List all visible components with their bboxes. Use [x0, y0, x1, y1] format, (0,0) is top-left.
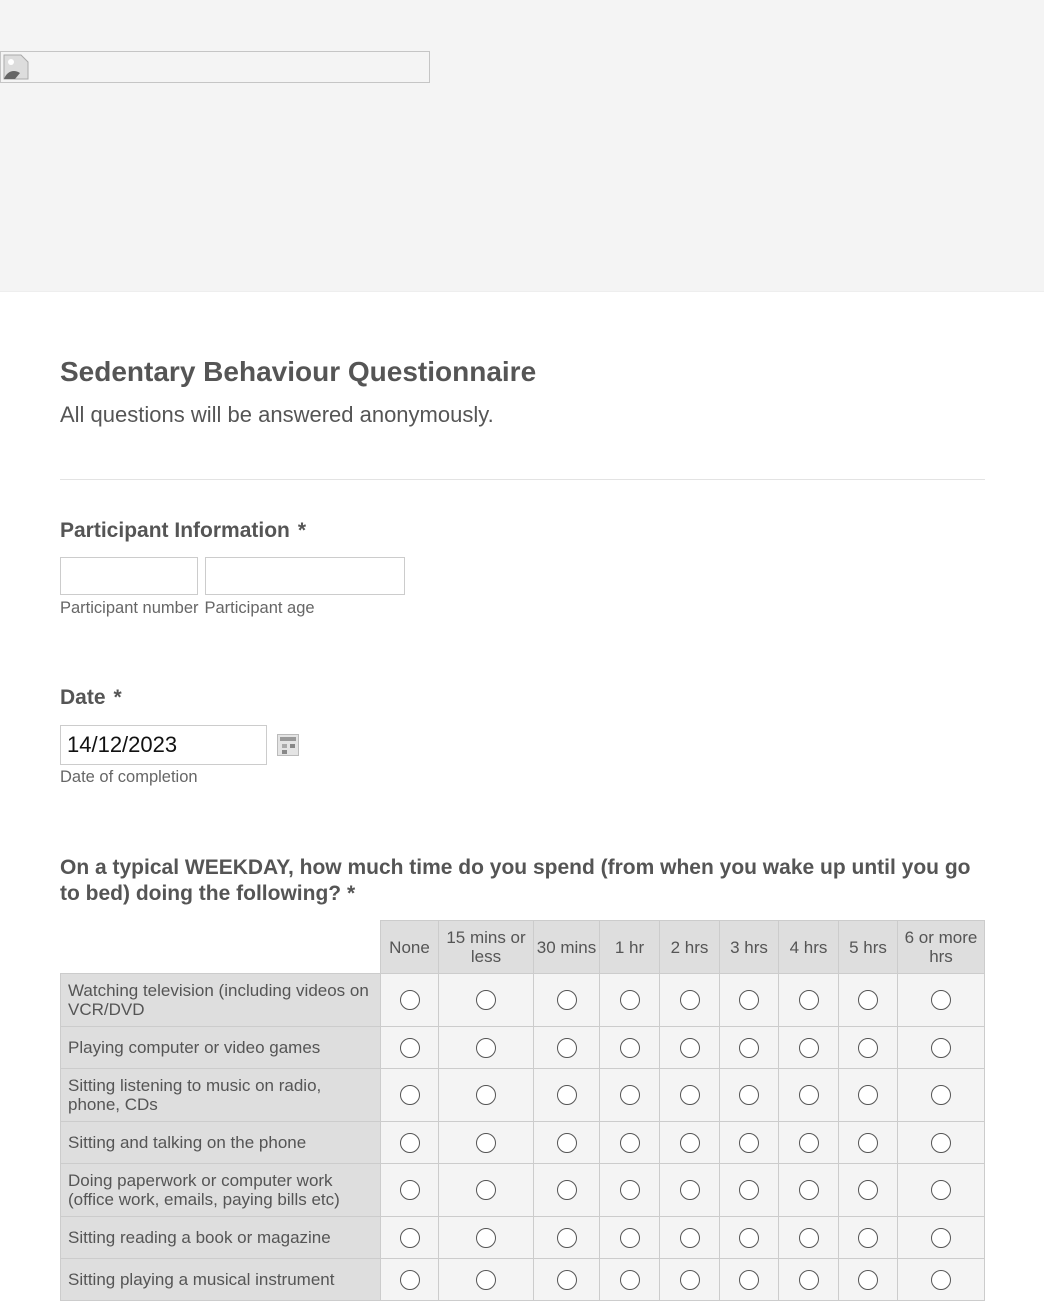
radio-button[interactable] — [557, 990, 577, 1010]
radio-button[interactable] — [739, 1270, 759, 1290]
broken-logo-image — [0, 51, 430, 83]
radio-button[interactable] — [557, 1133, 577, 1153]
radio-cell — [839, 1027, 898, 1069]
radio-cell — [720, 1122, 779, 1164]
radio-button[interactable] — [400, 1133, 420, 1153]
radio-button[interactable] — [858, 1133, 878, 1153]
radio-button[interactable] — [557, 1228, 577, 1248]
radio-cell — [600, 1122, 660, 1164]
radio-cell — [600, 1027, 660, 1069]
radio-cell — [839, 1164, 898, 1217]
radio-cell — [898, 1259, 985, 1301]
calendar-icon[interactable] — [277, 734, 299, 756]
table-row — [61, 974, 985, 1027]
participant-number-sublabel: Participant number — [60, 599, 199, 617]
radio-button[interactable] — [620, 1228, 640, 1248]
column-header: 5 hrs — [839, 921, 898, 974]
table-row — [61, 1027, 985, 1069]
date-input[interactable] — [60, 725, 267, 765]
radio-cell — [439, 1069, 534, 1122]
radio-button[interactable] — [620, 990, 640, 1010]
radio-cell — [839, 974, 898, 1027]
row-label: Watching television (including videos on VCR/DVD — [61, 974, 381, 1027]
column-header: 4 hrs — [779, 921, 839, 974]
radio-cell — [381, 1217, 439, 1259]
matrix-question: On a typical WEEKDAY, how much time do you spend (from when you wake up until you go to bed) doing the following? — [60, 856, 971, 905]
radio-cell — [839, 1259, 898, 1301]
radio-cell — [381, 1259, 439, 1301]
radio-button[interactable] — [739, 1180, 759, 1200]
table-row — [61, 1069, 985, 1122]
radio-button[interactable] — [931, 1228, 951, 1248]
radio-button[interactable] — [557, 1270, 577, 1290]
radio-cell — [534, 1069, 600, 1122]
radio-cell — [660, 1259, 720, 1301]
radio-button[interactable] — [799, 1038, 819, 1058]
radio-cell — [779, 1069, 839, 1122]
radio-cell — [839, 1122, 898, 1164]
radio-cell — [839, 1069, 898, 1122]
radio-button[interactable] — [476, 990, 496, 1010]
radio-cell — [720, 1217, 779, 1259]
radio-cell — [439, 974, 534, 1027]
header-banner — [0, 0, 1044, 292]
radio-cell — [381, 1164, 439, 1217]
radio-button[interactable] — [931, 1270, 951, 1290]
radio-button[interactable] — [557, 1180, 577, 1200]
radio-button[interactable] — [680, 1228, 700, 1248]
column-header: 6 or more hrs — [898, 921, 985, 974]
radio-button[interactable] — [400, 1085, 420, 1105]
radio-button[interactable] — [858, 1180, 878, 1200]
radio-cell — [381, 1122, 439, 1164]
radio-cell — [660, 1122, 720, 1164]
column-header: 2 hrs — [660, 921, 720, 974]
radio-button[interactable] — [680, 1038, 700, 1058]
radio-button[interactable] — [858, 1038, 878, 1058]
radio-button[interactable] — [931, 1133, 951, 1153]
radio-button[interactable] — [680, 1085, 700, 1105]
radio-cell — [898, 974, 985, 1027]
radio-button[interactable] — [620, 1133, 640, 1153]
date-label: Date — [60, 686, 106, 709]
radio-cell — [534, 1259, 600, 1301]
radio-button[interactable] — [799, 990, 819, 1010]
radio-cell — [660, 1217, 720, 1259]
required-marker: * — [346, 882, 356, 905]
radio-cell — [839, 1217, 898, 1259]
radio-button[interactable] — [620, 1085, 640, 1105]
radio-button[interactable] — [400, 990, 420, 1010]
radio-cell — [779, 1217, 839, 1259]
row-label: Sitting playing a musical instrument — [61, 1259, 381, 1301]
table-row — [61, 1122, 985, 1164]
table-row — [61, 1217, 985, 1259]
broken-image-icon — [3, 54, 29, 80]
radio-cell — [720, 1027, 779, 1069]
column-header: None — [381, 921, 439, 974]
radio-cell — [779, 1027, 839, 1069]
radio-cell — [439, 1217, 534, 1259]
radio-cell — [898, 1027, 985, 1069]
table-row — [61, 1164, 985, 1217]
radio-cell — [381, 1027, 439, 1069]
radio-cell — [720, 1259, 779, 1301]
radio-button[interactable] — [739, 1133, 759, 1153]
participant-age-sublabel: Participant age — [204, 599, 315, 617]
participant-age-input[interactable] — [205, 557, 405, 595]
radio-button[interactable] — [858, 1228, 878, 1248]
participant-label: Participant Information — [60, 519, 290, 542]
radio-cell — [660, 1164, 720, 1217]
radio-button[interactable] — [620, 1180, 640, 1200]
radio-button[interactable] — [476, 1270, 496, 1290]
radio-button[interactable] — [620, 1038, 640, 1058]
radio-button[interactable] — [680, 1133, 700, 1153]
radio-button[interactable] — [476, 1038, 496, 1058]
radio-cell — [779, 1122, 839, 1164]
radio-button[interactable] — [931, 1038, 951, 1058]
radio-cell — [779, 1164, 839, 1217]
radio-button[interactable] — [476, 1228, 496, 1248]
radio-cell — [600, 1259, 660, 1301]
radio-button[interactable] — [557, 1085, 577, 1105]
radio-cell — [779, 1259, 839, 1301]
date-sublabel: Date of completion — [60, 768, 198, 786]
radio-button[interactable] — [476, 1133, 496, 1153]
radio-cell — [600, 974, 660, 1027]
column-header: 30 mins — [534, 921, 600, 974]
radio-cell — [898, 1164, 985, 1217]
row-label: Doing paperwork or computer work (office work, emails, paying bills etc) — [61, 1164, 381, 1217]
radio-button[interactable] — [680, 1270, 700, 1290]
radio-button[interactable] — [858, 1270, 878, 1290]
radio-cell — [534, 1164, 600, 1217]
radio-cell — [439, 1122, 534, 1164]
radio-cell — [381, 1069, 439, 1122]
radio-cell — [898, 1069, 985, 1122]
radio-cell — [660, 1069, 720, 1122]
column-header: 15 mins or less — [439, 921, 534, 974]
radio-button[interactable] — [931, 1085, 951, 1105]
required-marker: * — [297, 519, 307, 542]
radio-cell — [720, 974, 779, 1027]
radio-cell — [600, 1217, 660, 1259]
radio-cell — [660, 1027, 720, 1069]
blank-header — [61, 921, 381, 974]
radio-button[interactable] — [680, 1180, 700, 1200]
radio-button[interactable] — [739, 990, 759, 1010]
radio-button[interactable] — [476, 1085, 496, 1105]
radio-button[interactable] — [739, 1038, 759, 1058]
participant-number-input[interactable] — [60, 557, 198, 595]
row-label: Sitting and talking on the phone — [61, 1122, 381, 1164]
row-label: Playing computer or video games — [61, 1027, 381, 1069]
page-subtitle: All questions will be answered anonymously. — [60, 402, 494, 427]
radio-cell — [534, 974, 600, 1027]
radio-button[interactable] — [400, 1038, 420, 1058]
radio-button[interactable] — [739, 1085, 759, 1105]
row-label: Sitting reading a book or magazine — [61, 1217, 381, 1259]
radio-button[interactable] — [620, 1270, 640, 1290]
radio-cell — [720, 1164, 779, 1217]
radio-button[interactable] — [400, 1228, 420, 1248]
radio-cell — [534, 1122, 600, 1164]
radio-button[interactable] — [739, 1228, 759, 1248]
radio-cell — [779, 974, 839, 1027]
radio-cell — [439, 1027, 534, 1069]
table-row — [61, 1259, 985, 1301]
radio-cell — [660, 974, 720, 1027]
radio-cell — [898, 1217, 985, 1259]
radio-button[interactable] — [680, 990, 700, 1010]
radio-cell — [381, 974, 439, 1027]
radio-button[interactable] — [476, 1180, 496, 1200]
radio-cell — [534, 1217, 600, 1259]
radio-button[interactable] — [557, 1038, 577, 1058]
radio-button[interactable] — [931, 1180, 951, 1200]
column-header: 3 hrs — [720, 921, 779, 974]
radio-button[interactable] — [799, 1228, 819, 1248]
column-header: 1 hr — [600, 921, 660, 974]
radio-cell — [600, 1069, 660, 1122]
radio-button[interactable] — [400, 1180, 420, 1200]
radio-cell — [439, 1164, 534, 1217]
page-title: Sedentary Behaviour Questionnaire — [60, 356, 537, 387]
radio-cell — [600, 1164, 660, 1217]
radio-cell — [720, 1069, 779, 1122]
radio-button[interactable] — [799, 1085, 819, 1105]
radio-button[interactable] — [400, 1270, 420, 1290]
matrix-table — [60, 920, 985, 1301]
radio-button[interactable] — [799, 1133, 819, 1153]
radio-cell — [439, 1259, 534, 1301]
radio-button[interactable] — [858, 990, 878, 1010]
radio-cell — [898, 1122, 985, 1164]
row-label: Sitting listening to music on radio, phone, CDs — [61, 1069, 381, 1122]
radio-button[interactable] — [799, 1180, 819, 1200]
required-marker: * — [113, 686, 122, 709]
radio-button[interactable] — [931, 990, 951, 1010]
divider — [60, 479, 985, 480]
radio-button[interactable] — [799, 1270, 819, 1290]
radio-cell — [534, 1027, 600, 1069]
radio-button[interactable] — [858, 1085, 878, 1105]
